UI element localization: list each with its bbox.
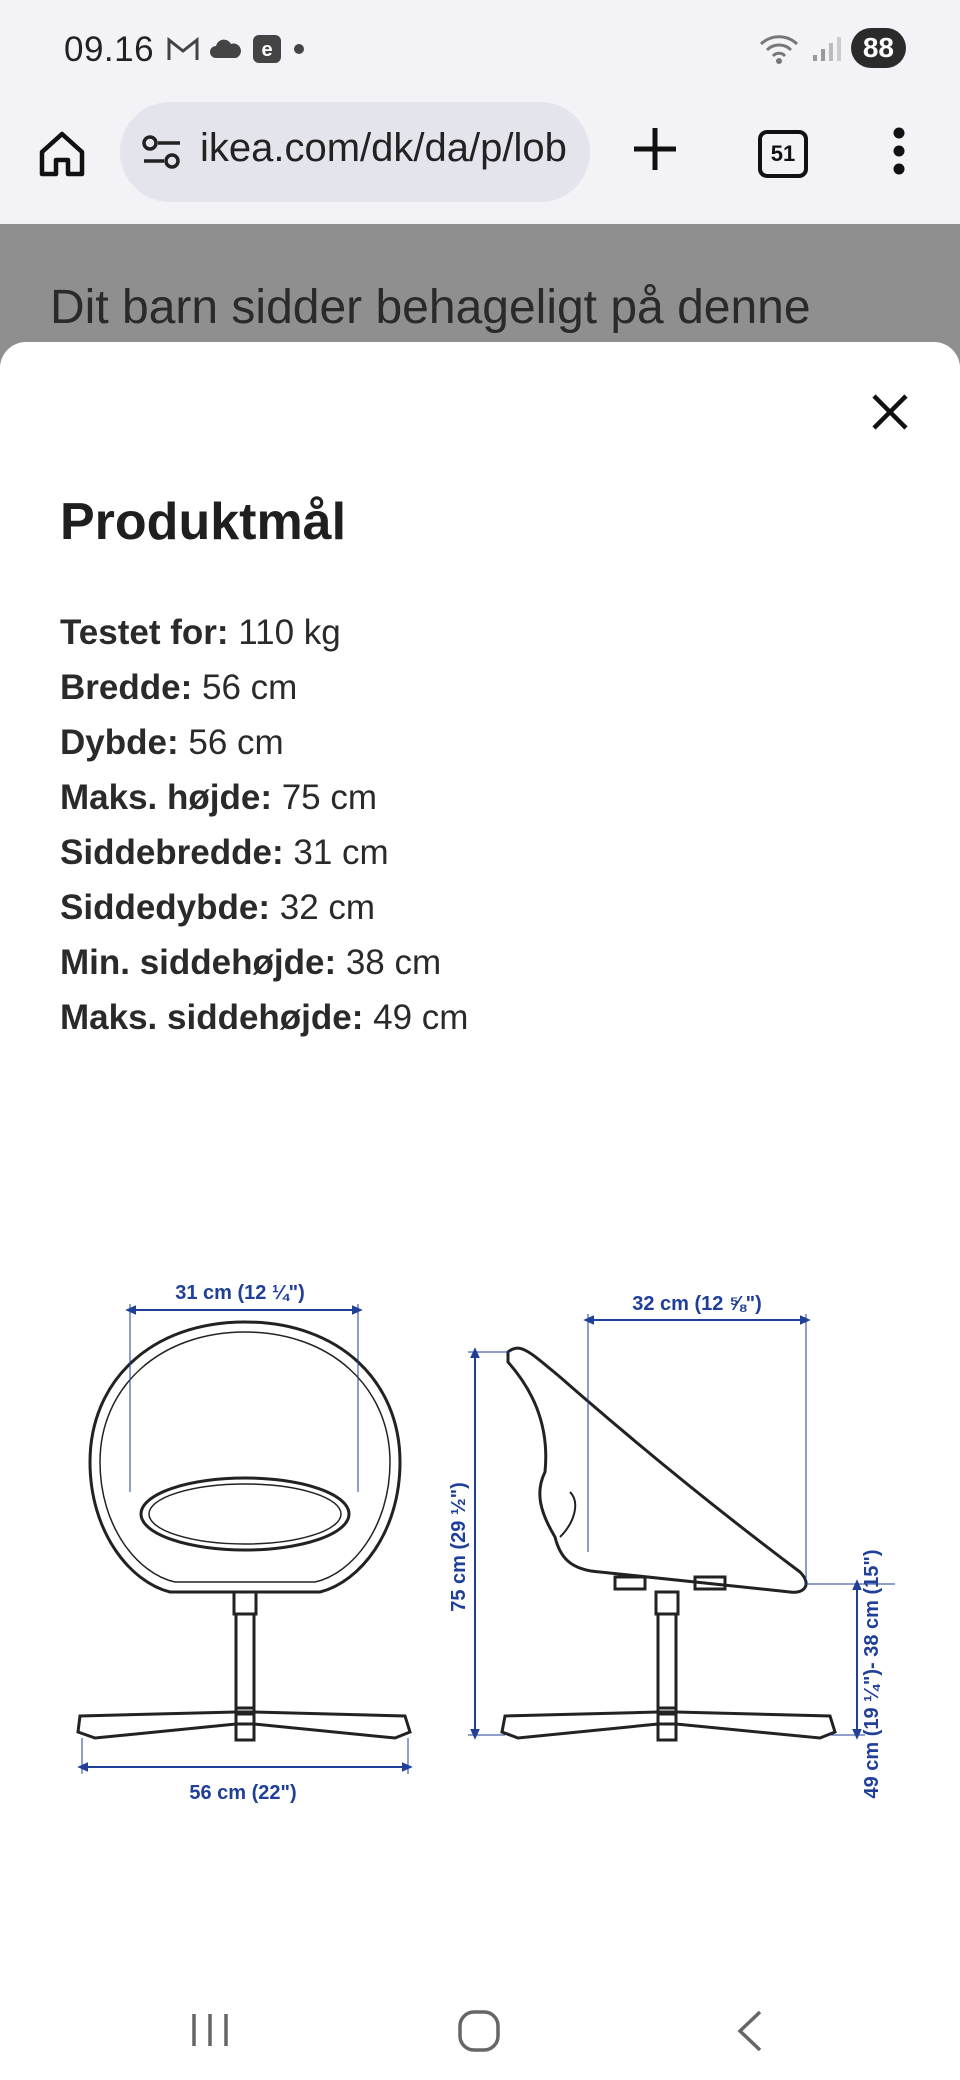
status-time: 09.16 [64, 30, 155, 69]
spec-row [60, 715, 860, 770]
svg-text:e: e [261, 39, 273, 61]
spec-row [60, 990, 860, 1045]
home-button-icon[interactable] [456, 2008, 502, 2054]
spec-label: Siddebredde: [60, 833, 284, 872]
background-page-text: Dit barn sidder behageligt på denne [50, 281, 811, 334]
signal-icon [811, 33, 841, 63]
seat-width-label: 31 cm (12 ¼") [175, 1282, 305, 1304]
dimension-diagram [0, 1192, 960, 1804]
spec-row [60, 880, 860, 935]
spec-value: 56 cm [192, 668, 298, 707]
e-app-icon [252, 34, 282, 64]
spec-label: Maks. højde: [60, 778, 272, 817]
spec-label: Siddedybde: [60, 888, 271, 927]
spec-row [60, 660, 860, 715]
site-settings-icon[interactable] [140, 134, 184, 170]
spec-value: 49 cm [363, 998, 469, 1037]
gmail-icon [166, 36, 200, 62]
spec-value: 38 cm [336, 943, 442, 982]
url-text[interactable]: ikea.com/dk/da/p/lob [200, 126, 567, 170]
spec-value: 75 cm [271, 778, 378, 817]
spec-list [60, 605, 860, 1045]
system-nav-bar [0, 2002, 960, 2080]
spec-value: 56 cm [178, 723, 284, 762]
base-width-label: 56 cm (22") [189, 1782, 297, 1804]
total-height-label: 75 cm (29 ½") [448, 1482, 470, 1612]
spec-row [60, 770, 860, 825]
close-icon[interactable] [868, 390, 912, 434]
status-bar [0, 0, 960, 100]
battery-indicator: 88 [851, 28, 906, 68]
cloud-icon [210, 36, 242, 62]
home-icon[interactable] [34, 126, 90, 182]
spec-row [60, 825, 860, 880]
wifi-icon [757, 32, 801, 64]
spec-row [60, 935, 860, 990]
dot-icon [292, 42, 306, 56]
spec-value: 110 kg [228, 613, 341, 652]
tab-switcher-button[interactable]: 51 [758, 130, 808, 178]
spec-label: Bredde: [60, 668, 193, 707]
status-right [757, 28, 906, 68]
seat-height-label: 49 cm (19 ¼")- 38 cm (15") [861, 1549, 883, 1799]
overflow-menu-icon[interactable] [892, 126, 906, 176]
back-icon[interactable] [730, 2008, 770, 2054]
product-dimensions-sheet [0, 342, 960, 2002]
spec-label: Testet for: [60, 613, 229, 652]
spec-label: Maks. siddehøjde: [60, 998, 364, 1037]
notification-icons [166, 34, 306, 64]
chair-side-view [502, 1348, 835, 1740]
sheet-title: Produktmål [60, 493, 347, 551]
spec-value: 31 cm [283, 833, 389, 872]
url-bar[interactable] [120, 102, 590, 202]
seat-depth-label: 32 cm (12 ⅝") [632, 1293, 762, 1315]
new-tab-icon[interactable] [630, 124, 680, 174]
spec-row [60, 605, 860, 660]
chair-front-view [78, 1322, 410, 1740]
spec-value: 32 cm [270, 888, 376, 927]
spec-label: Dybde: [60, 723, 179, 762]
spec-label: Min. siddehøjde: [60, 943, 337, 982]
recent-apps-icon[interactable] [188, 2008, 232, 2052]
